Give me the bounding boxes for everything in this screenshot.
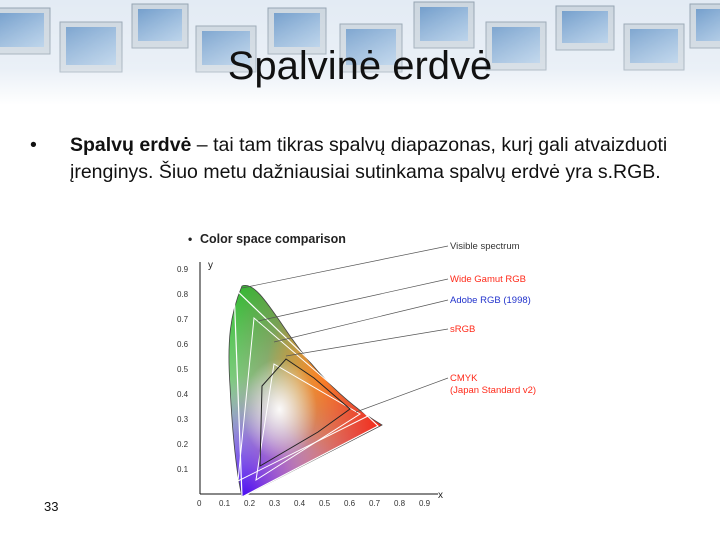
cie-diagram	[150, 226, 550, 516]
x-tick-0.3: 0.3	[269, 499, 281, 508]
y-tick-0.5: 0.5	[177, 365, 189, 374]
x-tick-0.1: 0.1	[219, 499, 231, 508]
y-tick-0.8: 0.8	[177, 290, 189, 299]
y-tick-0.3: 0.3	[177, 415, 189, 424]
legend-srgb: sRGB	[450, 324, 476, 335]
x-tick-0.5: 0.5	[319, 499, 331, 508]
legend-adobe-rgb: Adobe RGB (1998)	[450, 295, 531, 306]
x-tick-0.4: 0.4	[294, 499, 306, 508]
x-tick-0.2: 0.2	[244, 499, 256, 508]
x-tick-0: 0	[197, 499, 202, 508]
leader-visible-spectrum	[242, 246, 448, 288]
slide-title: Spalvinė erdvė	[227, 44, 493, 88]
leader-wide-gamut	[258, 279, 448, 321]
y-tick-labels	[177, 265, 189, 474]
y-tick-0.1: 0.1	[177, 465, 189, 474]
y-tick-0.6: 0.6	[177, 340, 189, 349]
legend-cmyk: CMYK	[450, 373, 478, 384]
bullet-item	[70, 132, 690, 186]
y-tick-0.7: 0.7	[177, 315, 189, 324]
figure-heading: Color space comparison	[200, 232, 346, 246]
legend-visible-spectrum: Visible spectrum	[450, 241, 520, 252]
bullet-term: Spalvų erdvė	[70, 134, 192, 156]
x-tick-0.7: 0.7	[369, 499, 381, 508]
x-tick-labels	[197, 499, 431, 508]
leader-cmyk	[356, 378, 448, 412]
bullet-description: – tai tam tikras spalvų diapazonas, kurį gali atvaizduoti įrenginys. Šiuo metu dažniausiai sutinkama spalvų erdvė yra s.RGB.	[70, 134, 668, 183]
y-tick-0.2: 0.2	[177, 440, 189, 449]
x-tick-0.9: 0.9	[419, 499, 431, 508]
x-tick-0.8: 0.8	[394, 499, 406, 508]
y-tick-0.4: 0.4	[177, 390, 189, 399]
x-axis-label: x	[438, 490, 443, 501]
figure-heading-marker: •	[188, 232, 193, 246]
color-space-comparison-figure	[150, 226, 550, 521]
legend-cmyk-japan: (Japan Standard v2)	[450, 385, 537, 396]
bullet-marker: •	[30, 134, 37, 156]
y-tick-0.9: 0.9	[177, 265, 189, 274]
slide-number: 33	[44, 499, 59, 514]
y-axis-label: y	[208, 260, 213, 271]
legend-wide-gamut-rgb: Wide Gamut RGB	[450, 274, 527, 285]
x-tick-0.6: 0.6	[344, 499, 356, 508]
leader-adobe-rgb	[274, 300, 448, 342]
legend	[450, 241, 536, 396]
